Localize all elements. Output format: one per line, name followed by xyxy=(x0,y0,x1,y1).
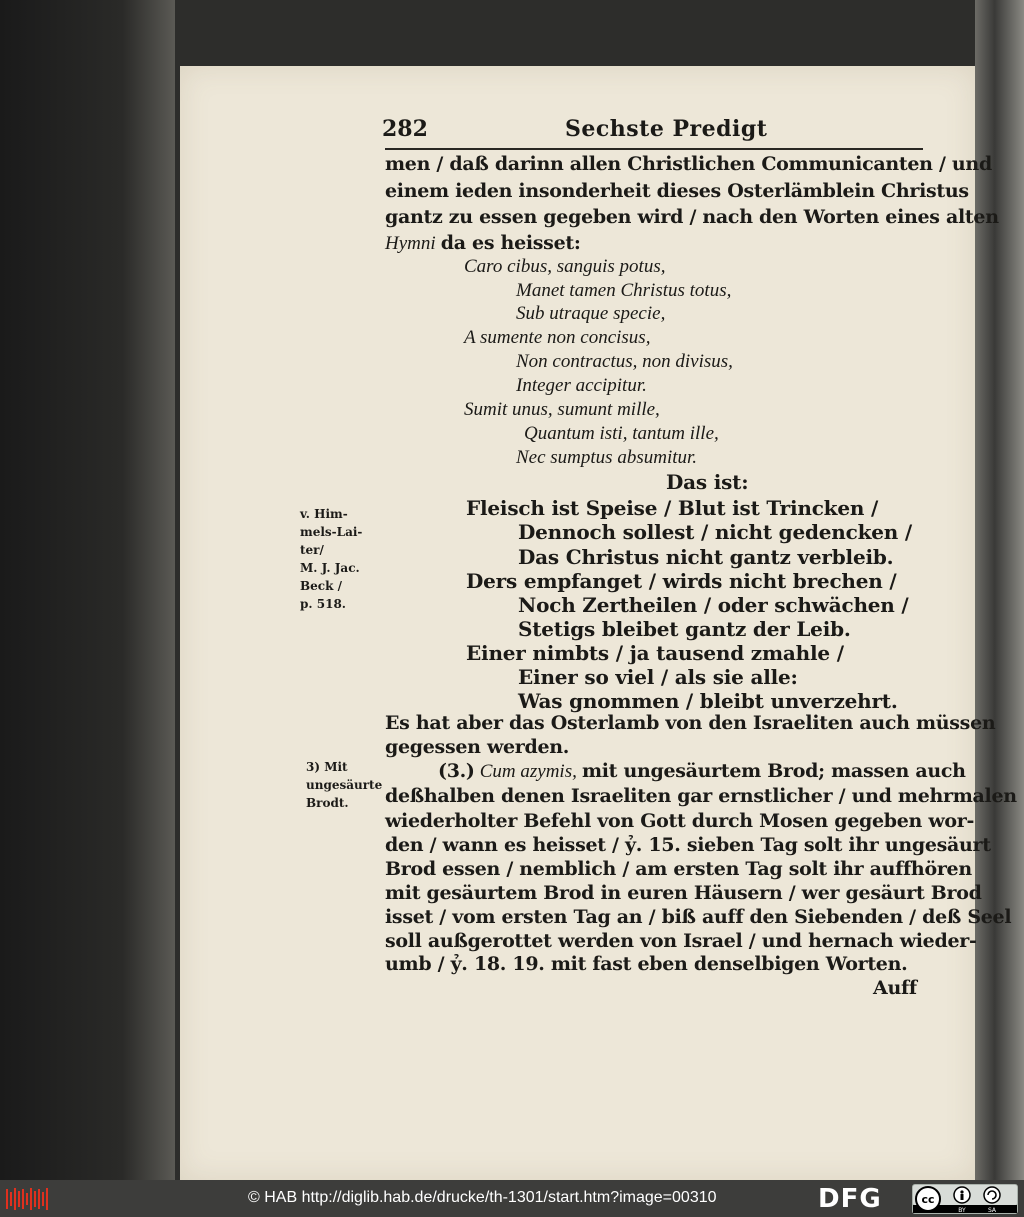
body-line: umb / ỷ. 18. 19. mit fast eben denselbigen Worten. xyxy=(385,953,908,975)
hymni-rest: da es heisset: xyxy=(440,232,581,254)
body-line: men / daß darinn allen Christlichen Communicanten / und xyxy=(385,153,992,175)
german-verse-line: Stetigs bleibet gantz der Leib. xyxy=(518,617,851,641)
german-verse-line: Einer nimbts / ja tausend zmahle / xyxy=(466,641,844,665)
body-line: einem ieden insonderheit dieses Osterlämblein Christus xyxy=(385,180,969,202)
svg-text:cc: cc xyxy=(921,1193,935,1206)
hymni-word: Hymni xyxy=(385,233,436,254)
library-logo-icon xyxy=(4,1186,50,1212)
body-line: mit gesäurtem Brod in euren Häusern / wer gesäurt Brod xyxy=(385,882,982,904)
margin-note-line: mels-Lai- xyxy=(300,525,363,539)
latin-verse-line: Manet tamen Christus totus, xyxy=(516,280,732,301)
cc-sa-label: SA xyxy=(987,1207,997,1214)
catchword: Auff xyxy=(873,977,917,999)
dfg-logo: DFG xyxy=(818,1184,882,1214)
para3-rest: mit ungesäurtem Brod; massen auch xyxy=(581,760,966,782)
cc-license-icon[interactable] xyxy=(912,1184,1018,1214)
source-link[interactable]: © HAB http://diglib.hab.de/drucke/th-1301/start.htm?image=00310 xyxy=(248,1189,717,1206)
header-rule xyxy=(385,148,923,150)
latin-verse-line: Nec sumptus absumitur. xyxy=(516,447,698,468)
para3-latin: Cum azymis, xyxy=(479,761,577,782)
margin-note-line: Beck / xyxy=(300,579,342,593)
latin-verse-line: Caro cibus, sanguis potus, xyxy=(464,256,666,277)
margin-note-hymn-source xyxy=(300,505,362,613)
latin-verse-line: A sumente non concisus, xyxy=(464,327,651,348)
german-verse-line: Dennoch sollest / nicht gedencken / xyxy=(518,520,913,544)
das-ist: Das ist: xyxy=(666,470,749,494)
viewer-footer xyxy=(0,1180,1024,1217)
latin-verse-line: Sumit unus, sumunt mille, xyxy=(464,399,660,420)
german-verse-line: Einer so viel / als sie alle: xyxy=(518,665,798,689)
latin-verse-line: Quantum isti, tantum ille, xyxy=(524,423,719,444)
german-verse-line: Ders empfanget / wirds nicht brechen / xyxy=(466,569,897,593)
body-line: deßhalben denen Israeliten gar ernstlicher / und mehrmalen xyxy=(385,785,1017,807)
latin-verse-line: Integer accipitur. xyxy=(516,375,647,396)
german-verse-line: Das Christus nicht gantz verbleib. xyxy=(518,545,894,569)
margin-note-line: v. Him- xyxy=(300,507,348,521)
margin-note-line: 3) Mit xyxy=(306,760,348,774)
body-line: isset / vom ersten Tag an / biß auff den Siebenden / deß Seel xyxy=(385,906,1012,928)
margin-note-line: p. 518. xyxy=(300,597,346,611)
page-number: 282 xyxy=(382,116,428,142)
body-line: gantz zu essen gegeben wird / nach den Worten eines alten xyxy=(385,206,999,228)
body-line: Brod essen / nemblich / am ersten Tag solt ihr auffhören xyxy=(385,858,972,880)
para3-number: (3.) xyxy=(438,760,475,782)
german-verse-line: Was gnommen / bleibt unverzehrt. xyxy=(518,689,898,713)
margin-note-unleavened xyxy=(306,758,382,812)
margin-note-line: ungesäurte xyxy=(306,778,383,792)
german-verse-line: Noch Zertheilen / oder schwächen / xyxy=(518,593,909,617)
cc-by-label: BY xyxy=(958,1207,966,1214)
para3-first-line xyxy=(438,760,966,783)
running-title: Sechste Predigt xyxy=(565,116,768,142)
body-line: soll außgerottet werden von Israel / und hernach wieder- xyxy=(385,930,977,952)
margin-note-line: ter/ xyxy=(300,543,324,557)
margin-note-line: M. J. Jac. xyxy=(300,561,360,575)
latin-verse-line: Sub utraque specie, xyxy=(516,303,666,324)
hymni-line xyxy=(385,232,581,255)
book-left-edge xyxy=(0,0,175,1180)
german-verse-line: Fleisch ist Speise / Blut ist Trincken / xyxy=(466,496,879,520)
latin-verse-line: Non contractus, non divisus, xyxy=(516,351,733,372)
book-right-edge xyxy=(975,0,1024,1180)
body-line: gegessen werden. xyxy=(385,736,570,758)
margin-note-line: Brodt. xyxy=(306,796,349,810)
body-line: Es hat aber das Osterlamb von den Israeliten auch müssen xyxy=(385,712,996,734)
body-line: wiederholter Befehl von Gott durch Mosen gegeben wor- xyxy=(385,810,975,832)
body-line: den / wann es heisset / ỷ. 15. sieben Tag solt ihr ungesäurt xyxy=(385,834,991,856)
